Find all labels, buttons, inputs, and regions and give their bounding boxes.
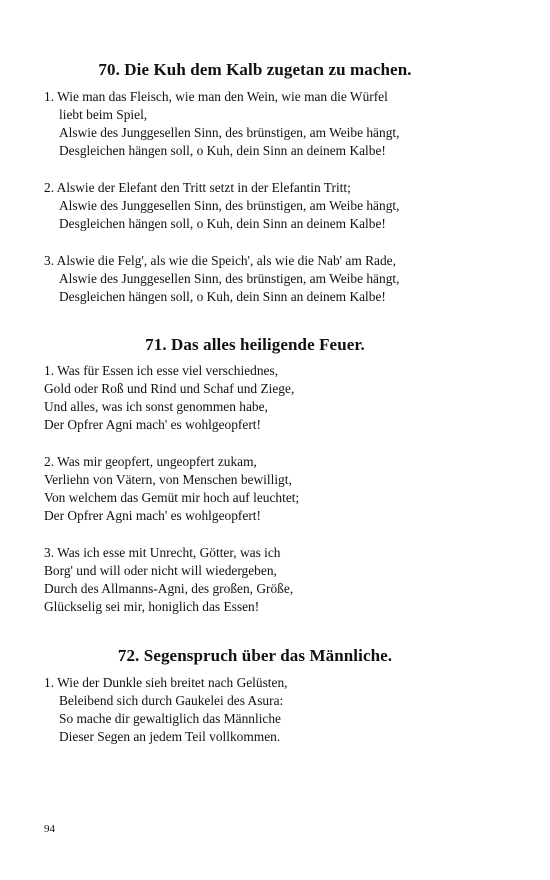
verse-line: Dieser Segen an jedem Teil vollkommen.	[59, 729, 281, 744]
verse-line: Borg' und will oder nicht will wiedergeben,	[44, 563, 277, 578]
section-title-71: 71. Das alles heiligende Feuer.	[145, 335, 365, 354]
verse-line: Desgleichen hängen soll, o Kuh, dein Sinn an deinem Kalbe!	[59, 143, 386, 158]
verse-line: Gold oder Roß und Rind und Schaf und Ziege,	[44, 381, 295, 396]
verse-line: 1. Wie man das Fleisch, wie man den Wein, wie man die Würfel	[44, 89, 388, 104]
verse-line: 1. Was für Essen ich esse viel verschiednes,	[44, 363, 279, 378]
verse-line: Desgleichen hängen soll, o Kuh, dein Sinn an deinem Kalbe!	[59, 216, 386, 231]
verse-line: Der Opfrer Agni mach' es wohlgeopfert!	[44, 417, 261, 432]
verse-line: So mache dir gewaltiglich das Männliche	[59, 711, 281, 726]
verse-line: 2. Was mir geopfert, ungeopfert zukam,	[44, 454, 257, 469]
verse-line: Glückselig sei mir, honiglich das Essen!	[44, 599, 260, 614]
verse-line: Durch des Allmanns-Agni, des großen, Größe,	[44, 581, 294, 596]
verse-line: Alswie des Junggesellen Sinn, des brünstigen, am Weibe hängt,	[59, 271, 400, 286]
page-number: 94	[44, 823, 55, 835]
verse-line: Beleibend sich durch Gaukelei des Asura:	[59, 693, 284, 708]
verse-line: liebt beim Spiel,	[59, 107, 148, 122]
verse-line: 3. Was ich esse mit Unrecht, Götter, was ich	[44, 545, 281, 560]
verse-line: Und alles, was ich sonst genommen habe,	[44, 399, 268, 414]
verse-line: Desgleichen hängen soll, o Kuh, dein Sinn an deinem Kalbe!	[59, 289, 386, 304]
verse-line: Verliehn von Vätern, von Menschen bewilligt,	[44, 472, 292, 487]
section-title-70: 70. Die Kuh dem Kalb zugetan zu machen.	[98, 60, 412, 79]
verse-line: Alswie des Junggesellen Sinn, des brünstigen, am Weibe hängt,	[59, 125, 400, 140]
verse-line: 1. Wie der Dunkle sieh breitet nach Gelüsten,	[44, 675, 288, 690]
verse-line: 2. Alswie der Elefant den Tritt setzt in der Elefantin Tritt;	[44, 180, 351, 195]
verse-line: Von welchem das Gemüt mir hoch auf leuchtet;	[44, 490, 300, 505]
verse-line: Alswie des Junggesellen Sinn, des brünstigen, am Weibe hängt,	[59, 198, 400, 213]
verse-line: 3. Alswie die Felg', als wie die Speich', als wie die Nab' am Rade,	[44, 253, 396, 268]
section-title-72: 72. Segenspruch über das Männliche.	[117, 646, 393, 665]
verse-line: Der Opfrer Agni mach' es wohlgeopfert!	[44, 508, 261, 523]
